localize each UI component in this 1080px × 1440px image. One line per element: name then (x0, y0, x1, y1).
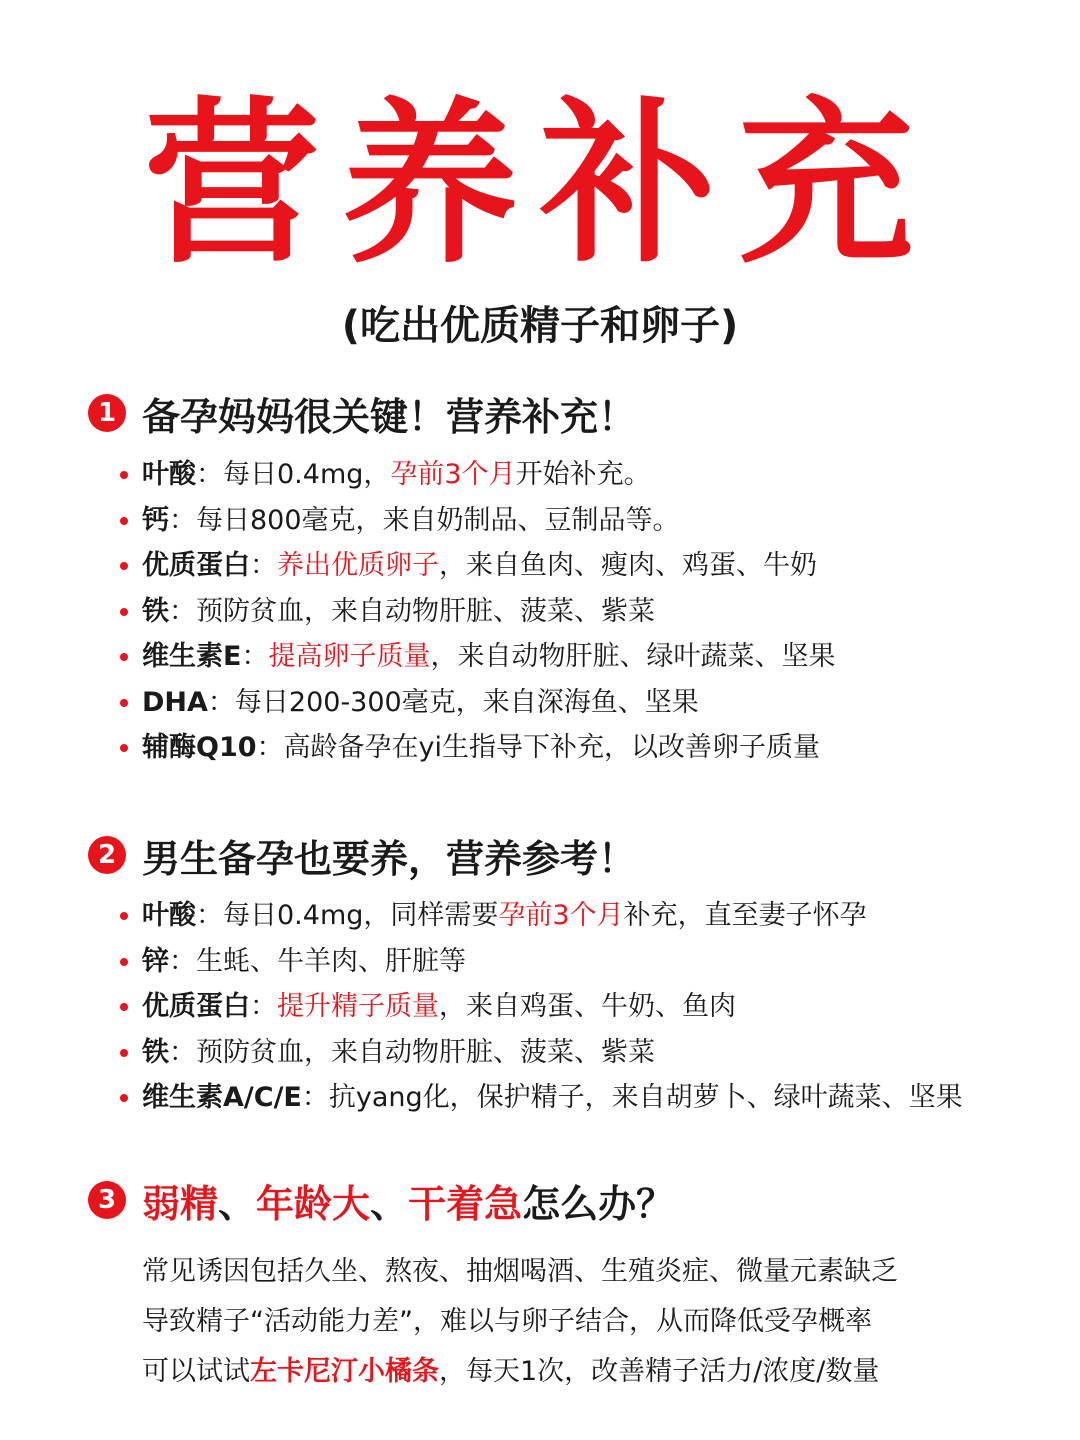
list-item (118, 452, 835, 498)
list-item (118, 1030, 963, 1076)
item-text: ，来自鱼肉、瘦肉、鸡蛋、牛奶 (439, 550, 817, 581)
number-badge-3: 3 (88, 1181, 126, 1219)
item-separator: ： (169, 504, 196, 536)
section-3-title-part: 干着急 (408, 1181, 523, 1226)
list-item (118, 634, 835, 680)
item-key: 优质蛋白 (142, 991, 250, 1022)
item-separator: ： (196, 900, 223, 931)
section-3-header (88, 1175, 674, 1225)
item-separator: ： (256, 732, 284, 763)
item-highlight: 养出优质卵子 (277, 550, 439, 581)
section-3-title-part: 弱精 (142, 1181, 219, 1226)
list-item (118, 725, 835, 771)
paragraph-text: 导致精子“活动能力差”，难以与卵子结合，从而降低受孕概率 (142, 1306, 872, 1337)
section-2-title: 男生备孕也要养，营养参考！ (142, 836, 637, 881)
item-text: 预防贫血，来自动物肝脏、菠菜、紫菜 (196, 595, 655, 627)
number-badge-2: 2 (88, 836, 126, 874)
item-text: 高龄备孕在yi生指导下补充，以改善卵子质量 (283, 732, 821, 763)
number-badge-1: 1 (88, 394, 126, 432)
item-text: 每日200-300毫克，来自深海鱼、坚果 (234, 686, 699, 718)
item-separator: ： (250, 991, 277, 1022)
item-key: 维生素A/C/E (142, 1082, 302, 1113)
list-item (118, 984, 963, 1030)
item-key: 辅酶Q10 (142, 732, 257, 763)
item-highlight: 提高卵子质量 (268, 641, 431, 672)
item-separator: ： (196, 459, 223, 490)
section-1-header (88, 388, 636, 438)
page-title: 营养补充 (143, 82, 936, 287)
paragraph-line (142, 1297, 898, 1347)
list-item (118, 498, 835, 544)
item-separator: ： (241, 641, 269, 672)
item-text: 开始补充。 (515, 459, 651, 490)
item-separator: ： (169, 1036, 196, 1068)
section-3-paragraph (142, 1247, 898, 1397)
item-key: 铁 (142, 595, 169, 627)
item-key: 叶酸 (142, 459, 196, 490)
section-3-title-part: 、 (370, 1181, 409, 1226)
item-text: 抗yang化，保护精子，来自胡萝卜、绿叶蔬菜、坚果 (328, 1082, 963, 1113)
paragraph-line (142, 1247, 898, 1297)
paragraph-line (142, 1347, 898, 1397)
list-item (118, 893, 963, 939)
item-text: 每日0.4mg，同样需要 (223, 900, 499, 931)
item-highlight: 孕前3个月 (498, 900, 624, 931)
item-separator: ： (301, 1082, 329, 1113)
item-text: 补充，直至妻子怀孕 (623, 900, 867, 931)
list-item (118, 543, 835, 589)
item-key: 铁 (142, 1036, 169, 1068)
section-3-title-part: 、 (218, 1181, 257, 1226)
paragraph-text: 可以试试 (142, 1356, 250, 1387)
paragraph-text: 常见诱因包括久坐、熬夜、抽烟喝酒、生殖炎症、微量元素缺乏 (142, 1256, 898, 1287)
item-separator: ： (207, 686, 235, 718)
item-text: ，来自鸡蛋、牛奶、鱼肉 (439, 991, 736, 1022)
section-1-list (118, 452, 835, 771)
section-2-header (88, 830, 636, 880)
item-highlight: 提升精子质量 (277, 991, 439, 1022)
item-separator: ： (169, 595, 196, 627)
list-item (118, 939, 963, 985)
paragraph-highlight: 左卡尼汀小橘条 (250, 1356, 439, 1387)
section-2-list (118, 893, 963, 1121)
list-item (118, 1075, 963, 1121)
section-1-title: 备孕妈妈很关键！营养补充！ (142, 394, 637, 439)
item-separator: ： (250, 550, 277, 581)
item-text: 每日800毫克，来自奶制品、豆制品等。 (196, 504, 680, 536)
section-3-title-part: 怎么办？ (522, 1181, 675, 1226)
item-text: 生蚝、牛羊肉、肝脏等 (196, 945, 466, 977)
item-key: 锌 (142, 945, 169, 977)
item-key: 钙 (142, 504, 169, 536)
item-separator: ： (169, 945, 196, 977)
item-text: ，来自动物肝脏、绿叶蔬菜、坚果 (430, 641, 836, 672)
item-highlight: 孕前3个月 (390, 459, 516, 490)
item-key: 优质蛋白 (142, 550, 250, 581)
item-text: 每日0.4mg， (223, 459, 391, 490)
item-key: 维生素E (142, 641, 242, 672)
item-key: 叶酸 (142, 900, 196, 931)
paragraph-text: ，每天1次，改善精子活力/浓度/数量 (439, 1356, 880, 1387)
section-3-title (142, 1173, 674, 1228)
list-item (118, 680, 835, 726)
section-3-title-part: 年龄大 (256, 1181, 371, 1226)
item-key: DHA (142, 686, 208, 718)
item-text: 预防贫血，来自动物肝脏、菠菜、紫菜 (196, 1036, 655, 1068)
list-item (118, 589, 835, 635)
page-subtitle: (吃出优质精子和卵子) (341, 303, 739, 349)
